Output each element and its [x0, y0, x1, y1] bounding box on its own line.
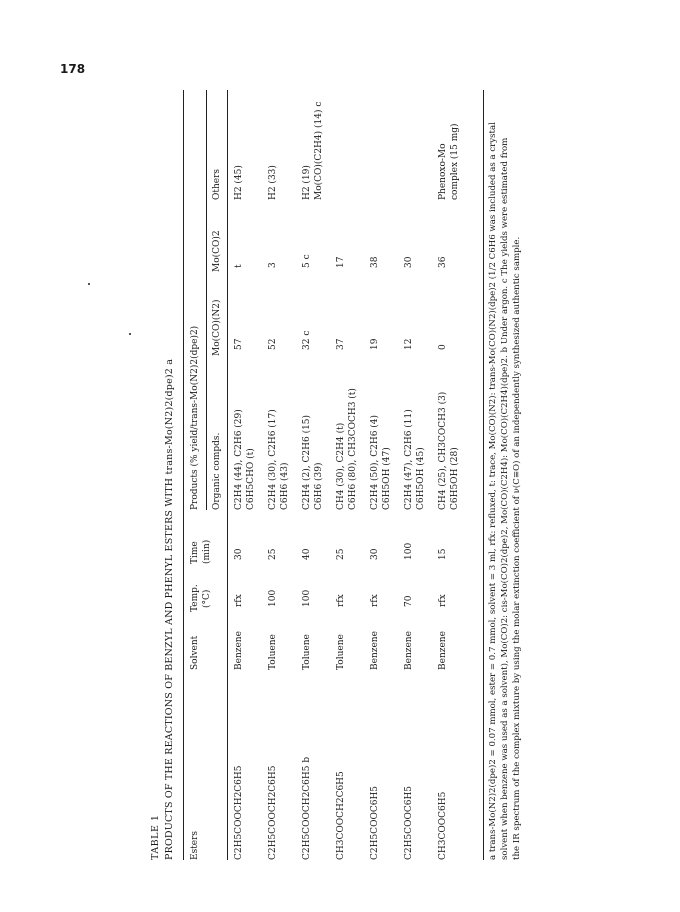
others-cell: H2 (19) [302, 165, 312, 200]
temp-cell: 100 [268, 589, 278, 607]
others-cell: H2 (45) [234, 165, 244, 200]
organic-products-cell: CH4 (30), C2H4 (t) [336, 422, 346, 510]
moco2-yield-cell: 38 [370, 256, 380, 268]
header-time: Time [190, 541, 200, 564]
organic-products-cell: C2H4 (47), C2H6 (11) [404, 409, 414, 510]
time-cell: 25 [268, 548, 278, 560]
organic-products-cell: C6H5OH (47) [382, 447, 392, 510]
mocon2-yield-cell: 0 [438, 344, 448, 350]
organic-products-cell: C6H6 (39) [314, 462, 324, 510]
time-cell: 40 [302, 548, 312, 560]
temp-cell: rfx [370, 594, 380, 607]
mocon2-yield-cell: 37 [336, 338, 346, 350]
moco2-yield-cell: 3 [268, 262, 278, 268]
others-cell: Mo(CO)(C2H4) (14) c [314, 101, 324, 200]
header-mocon2: Mo(CO)(N2) [212, 299, 222, 356]
organic-products-cell: C6H6 (43) [280, 462, 290, 510]
header-others: Others [212, 168, 222, 200]
organic-products-cell: CH4 (25), CH3COCH3 (3) [438, 391, 448, 510]
mocon2-yield-cell: 12 [404, 338, 414, 350]
organic-products-cell: C2H4 (44), C2H6 (29) [234, 409, 244, 510]
solvent-cell: Toluene [268, 634, 278, 670]
organic-products-cell: C6H5CHO (t) [246, 448, 256, 510]
header-products-group: Products (% yield/trans-Mo(N2)2(dpe)2) [190, 325, 200, 510]
footnote-line-2: solvent when benzene was used as a solvent), Mo(CO)2: cis-Mo(CO)2(dpe)2, Mo(CO)(C2H4): Mo(CO)(C2H4)(dpe)2. b Under argon. c The yields were estimated from [500, 137, 510, 860]
solvent-cell: Benzene [438, 631, 448, 670]
time-cell: 30 [234, 548, 244, 560]
ester-cell: CH3COOC6H5 [438, 791, 448, 860]
moco2-yield-cell: t [234, 264, 244, 268]
header-organic: Organic compds. [212, 432, 222, 510]
organic-products-cell: C6H5OH (28) [450, 447, 460, 510]
solvent-cell: Toluene [336, 634, 346, 670]
temp-cell: rfx [234, 594, 244, 607]
solvent-cell: Toluene [302, 634, 312, 670]
time-cell: 30 [370, 548, 380, 560]
organic-products-cell: C2H4 (30), C2H6 (17) [268, 409, 278, 510]
ester-cell: CH3COOCH2C6H5 [336, 771, 346, 860]
scan-speck [88, 283, 90, 285]
mocon2-yield-cell: 57 [234, 338, 244, 350]
organic-products-cell: C2H4 (2), C2H6 (15) [302, 414, 312, 510]
solvent-cell: Benzene [370, 631, 380, 670]
moco2-yield-cell: 5 c [302, 254, 312, 268]
time-cell: 25 [336, 548, 346, 560]
ester-cell: C2H5COOC6H5 [370, 785, 380, 860]
solvent-cell: Benzene [234, 631, 244, 670]
header-rule [227, 90, 228, 860]
solvent-cell: Benzene [404, 631, 414, 670]
temp-cell: 100 [302, 589, 312, 607]
moco2-yield-cell: 17 [336, 256, 346, 268]
mocon2-yield-cell: 52 [268, 338, 278, 350]
temp-cell: rfx [438, 594, 448, 607]
organic-products-cell: C6H5OH (45) [416, 447, 426, 510]
organic-products-cell: C2H4 (50), C2H6 (4) [370, 414, 380, 510]
header-time-unit: (min) [202, 539, 212, 564]
ester-cell: C2H5COOCH2C6H5 b [302, 756, 312, 860]
mocon2-yield-cell: 19 [370, 338, 380, 350]
mocon2-yield-cell: 32 c [302, 330, 312, 350]
others-cell: H2 (33) [268, 165, 278, 200]
time-cell: 100 [404, 542, 414, 560]
products-rule [206, 90, 207, 510]
ester-cell: C2H5COOCH2C6H5 [268, 765, 278, 860]
table-title: PRODUCTS OF THE REACTIONS OF BENZYL AND PHENYL ESTERS WITH trans-Mo(N2)2(dpe)2 a [164, 358, 175, 860]
header-temp: Temp. [190, 584, 200, 612]
header-solvent: Solvent [190, 635, 200, 670]
table-label: TABLE 1 [150, 814, 161, 860]
rotated-table-region [150, 80, 522, 860]
temp-cell: 70 [404, 595, 414, 607]
ester-cell: C2H5COOCH2C6H5 [234, 765, 244, 860]
bottom-rule [483, 90, 484, 860]
organic-products-cell: C6H6 (80), CH3COCH3 (t) [348, 388, 358, 510]
others-cell: complex (15 mg) [450, 123, 460, 200]
header-esters: Esters [190, 830, 200, 860]
footnote-line-1: a trans-Mo(N2)2(dpe)2 = 0.07 mmol, ester = 0.7 mmol, solvent = 3 ml, rfx: refluxed, t: trace, Mo(CO)(N2): trans-Mo(CO)(N2)(dpe)2 (1/2 C6H6 was included as a crystal [488, 122, 498, 860]
others-cell: Phenoxo-Mo [438, 143, 448, 200]
footnote-line-3: the IR spectrum of the complex mixture by using the molar extinction coefficient of ν(C≡O) of an independently synthesized authentic sample. [512, 236, 522, 860]
temp-cell: rfx [336, 594, 346, 607]
scan-speck [129, 333, 131, 335]
ester-cell: C2H5COOC6H5 [404, 785, 414, 860]
time-cell: 15 [438, 548, 448, 560]
page-number: 178 [60, 62, 86, 76]
header-temp-unit: (°C) [202, 589, 212, 608]
moco2-yield-cell: 30 [404, 256, 414, 268]
top-rule [183, 90, 184, 860]
header-moco2: Mo(CO)2 [212, 230, 222, 272]
moco2-yield-cell: 36 [438, 256, 448, 268]
